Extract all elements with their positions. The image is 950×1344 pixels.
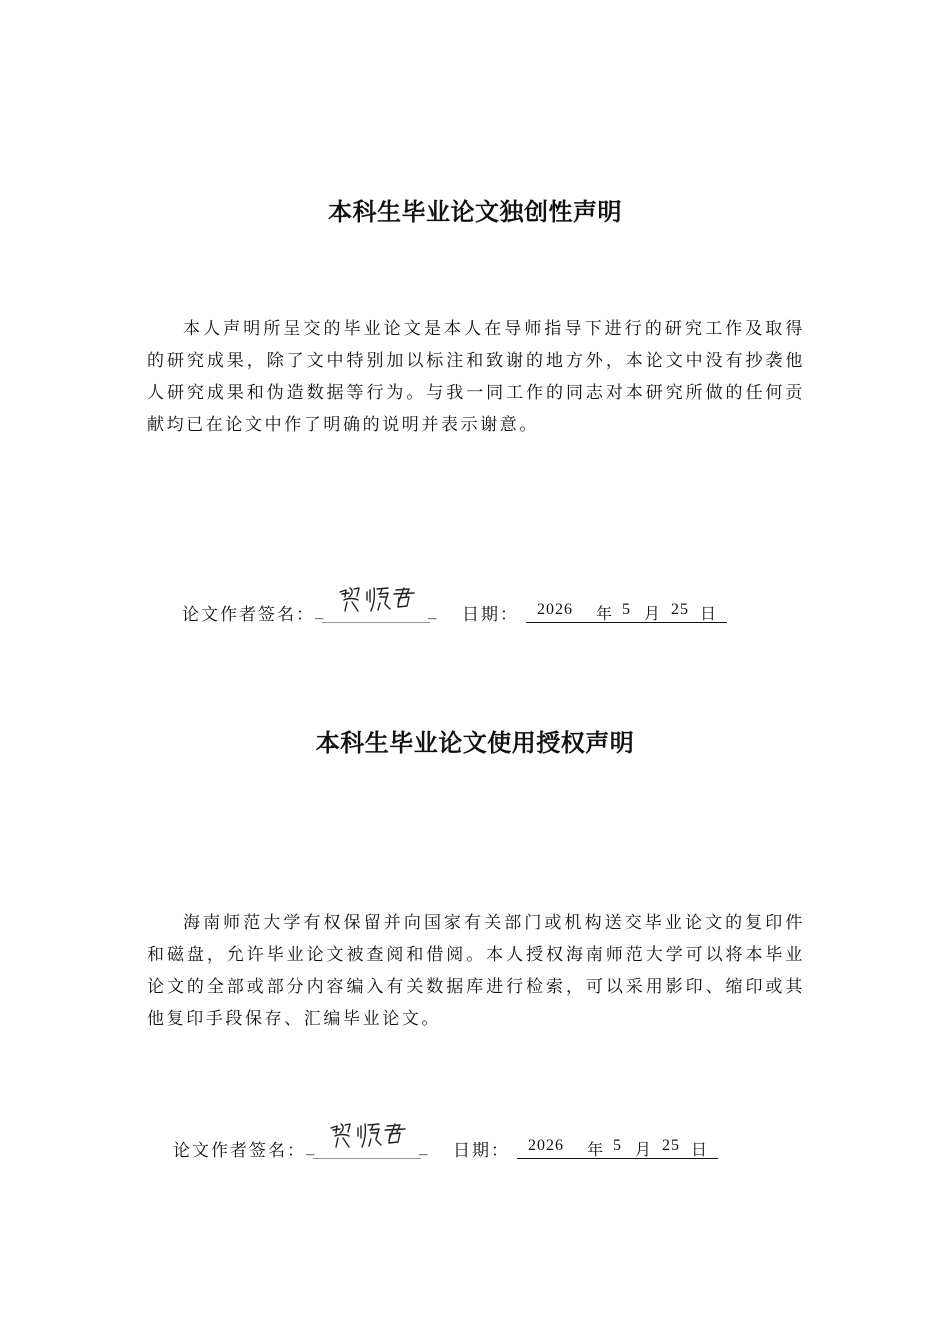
date-year: 2026 [537, 601, 573, 618]
date-label: 日期： [453, 1141, 510, 1161]
authorization-statement-body: 海南师范大学有权保留并向国家有关部门或机构送交毕业论文的复印件和磁盘，允许毕业论文被查阅和借阅。本人授权海南师范大学可以将本毕业论文的全部或部分内容编入有关数据库进行检索，可以采用影印、缩印或其他复印手段保存、汇编毕业论文。 [147, 913, 805, 1029]
date-field: 2026 年 5 月 25 日 [517, 1136, 718, 1159]
date-day: 25 [662, 1137, 680, 1154]
authorization-statement-title: 本科生毕业论文使用授权声明 [315, 729, 635, 757]
date-day: 25 [671, 601, 689, 618]
originality-statement-body: 本人声明所呈交的毕业论文是本人在导师指导下进行的研究工作及取得的研究成果，除了文中特别加以标注和致谢的地方外，本论文中没有抄袭他人研究成果和伪造数据等行为。与我一同工作的同志对本研究所做的任何贡献均已在论文中作了明确的说明并表示谢意。 [147, 319, 805, 435]
date-label: 日期： [462, 605, 519, 625]
signature-label: 论文作者签名： [173, 1141, 306, 1161]
signature-label: 论文作者签名： [182, 605, 315, 625]
date-month: 5 [622, 601, 631, 618]
originality-statement-title: 本科生毕业论文独创性声明 [328, 198, 622, 226]
date-month: 5 [613, 1137, 622, 1154]
author-signature [313, 1136, 421, 1159]
author-signature [322, 600, 430, 623]
handwritten-signature [327, 1120, 411, 1154]
handwritten-signature [336, 584, 420, 618]
date-year: 2026 [528, 1137, 564, 1154]
date-field: 2026 年 5 月 25 日 [526, 600, 727, 623]
